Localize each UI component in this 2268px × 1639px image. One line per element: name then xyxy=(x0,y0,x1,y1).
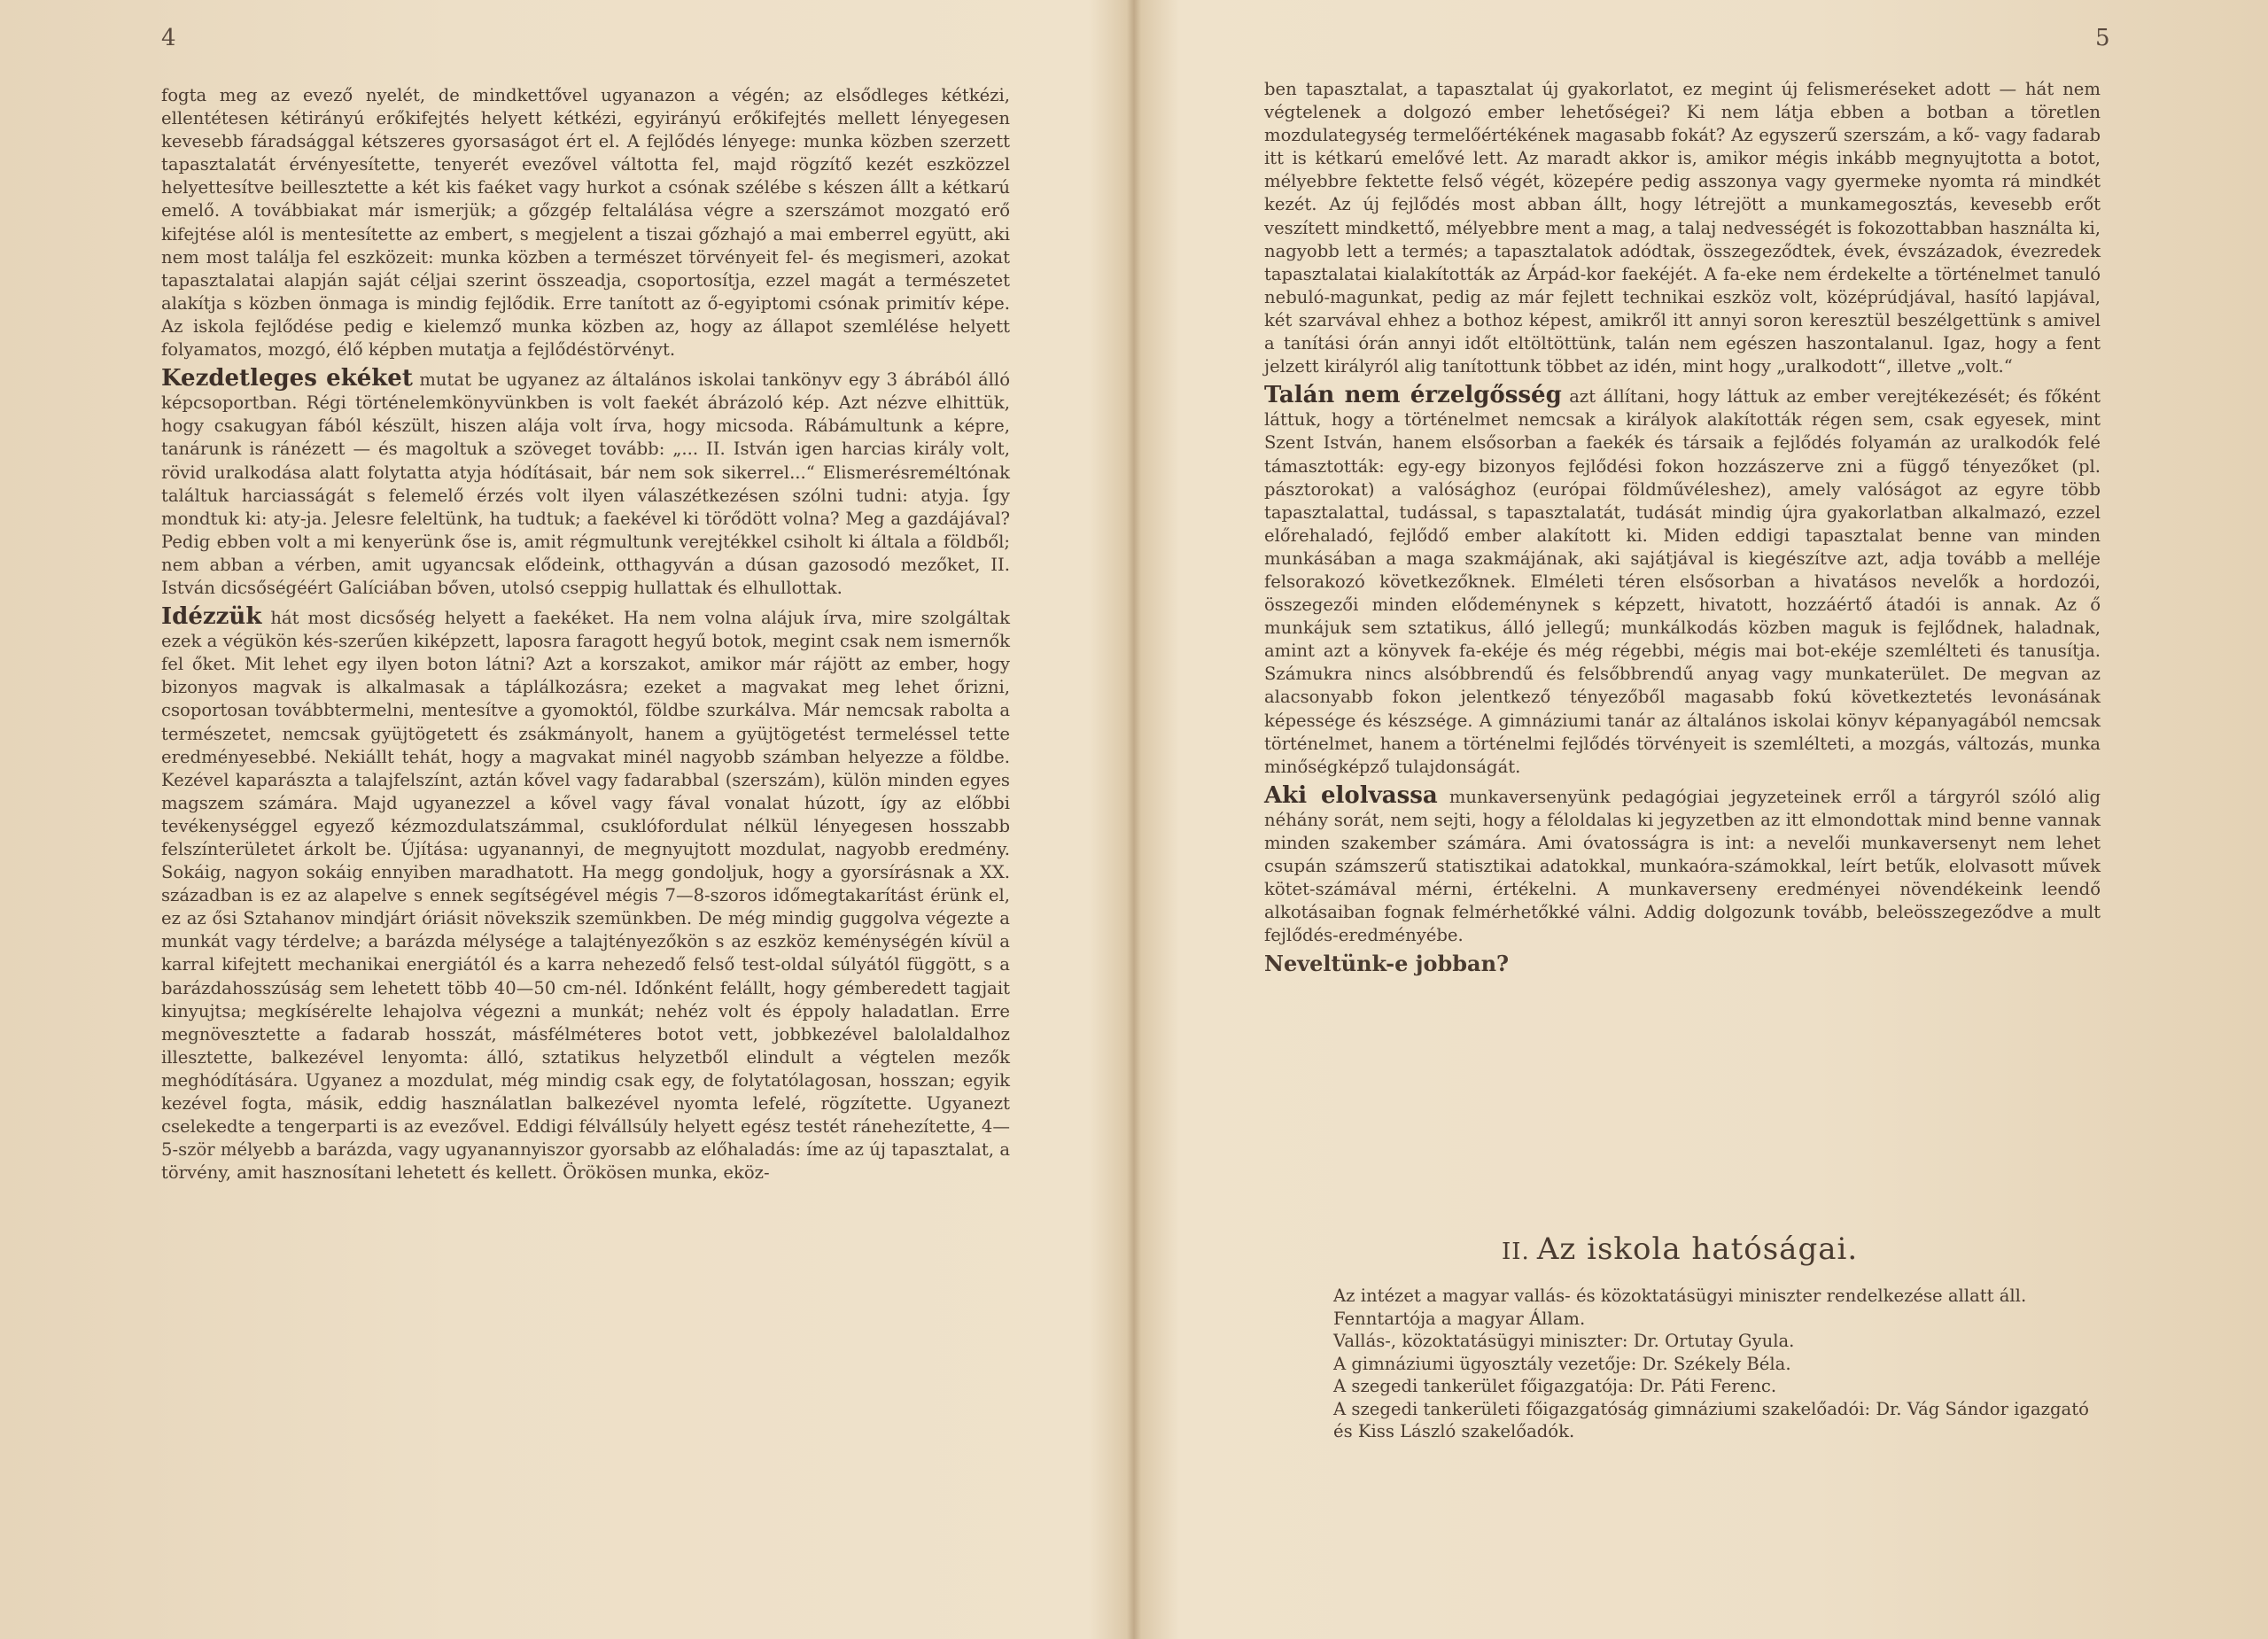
right-page xyxy=(1138,0,2268,1639)
paragraph-lead: Aki elolvassa xyxy=(1264,781,1438,809)
authority-line: Az intézet a magyar vallás- és közoktatásügyi miniszter rendelkezése allatt áll. Fenntartója a magyar Állam. xyxy=(1333,1286,2027,1329)
paragraph xyxy=(161,367,1010,600)
paragraph-text: munkaversenyünk pedagógiai jegyzeteinek erről a tárgyról szóló alig néhány sorát, nem sejti, hogy a féloldalas ki jegyzetben az itt elmondottak mind benne vannak minden szakember számára. Ami óvatosságra is int: a nevelői munkaversenyt nem lehet csupán számszerű statisztikai adatokkal, munkaóra-számokkal, leírt betűk, elolvasott művek kötet-számával mérni, értékelni. A munkaverseny eredményei növendékeink leendő alkotásaiban fognak felmérhetőkké válni. Addig dolgozunk tovább, beleösszegeződve a mult fejlődés-eredményébe. xyxy=(1264,786,2101,946)
right-page-text xyxy=(1264,78,2101,976)
paragraph-lead: Idézzük xyxy=(161,603,262,631)
closing-question: Neveltünk-e jobban? xyxy=(1264,951,1510,977)
paragraph-lead: Talán nem érzelgősség xyxy=(1264,382,1562,409)
page-number-left: 4 xyxy=(161,25,176,51)
left-page xyxy=(0,0,1130,1639)
left-page-text xyxy=(161,84,1010,1190)
page-number-right: 5 xyxy=(2095,25,2110,51)
authority-list xyxy=(1264,1285,2101,1443)
paragraph-lead: Kezdetleges ekéket xyxy=(161,365,413,392)
paragraph xyxy=(1264,78,2101,378)
authority-line: A gimnáziumi ügyosztály vezetője: Dr. Székely Béla. xyxy=(1333,1353,1791,1374)
paragraph-text: azt állítani, hogy láttuk az ember verejtékezését; és főként láttuk, hogy a történelmet nemcsak a királyok alakították régen sem, csak egyesek, mint Szent István, hanem elsősorban a faekék és társaik a fejlődés folyamán az uralkodók felé támasztották: egy-egy bizonyos fejlődési fokon hozzászerve zni a függő tényezőket (pl. pásztorokat) a valósághoz (európai földművéleshez), amely valóságot az egyre több tapasztalattal, tudással, s tapasztalatát, tudását mindig újra gyakorlatban alkalmazó, ezzel előrehaladó, fejlődő ember alakított ki. Miden eddigi tapasztalat benne van minden munkásában a maga szakmájának, aki sajátjával is kiegészítve azt, adja tovább a melléje felsorakozó következőknek. Elméleti téren elsősorban a hivatásos nevelők a hordozói, összegezői minden elődeménynek s képzett, hivatott, hozzáértő átadói is annak. Az ő munkájuk sem sztatikus, álló jellegű; munkálkodás közben maguk is fejlődnek, haladnak, amint azt a könyvek fa-ekéje és még régebbi, mégis mai bot-ekéje szemlélteti és tanusítja. Számukra nincs alsóbbrendű és felsőbbrendű anyag vagy munkaterület. De megvan az alacsonyabb fokon jelentkező tényezőből magasabb fokú következtetés levonásának képessége és készsége. A gimnáziumi tanár az általános iskolai könyv képanyagából nemcsak történelmet, hanem a történelmi fejlődés törvényeit is szemlélteti, a mozgás, változás, munka minőségképző tulajdonságát. xyxy=(1264,386,2101,777)
authority-line: Vallás-, közoktatásügyi miniszter: Dr. Ortutay Gyula. xyxy=(1333,1331,1795,1351)
paragraph xyxy=(161,605,1010,1185)
authority-line: A szegedi tankerület főigazgatója: Dr. Páti Ferenc. xyxy=(1333,1376,1777,1396)
paragraph xyxy=(161,84,1010,361)
paragraph-text: hát most dicsőség helyett a faekéket. Ha nem volna alájuk írva, mire szolgáltak ezek a végükön kés-szerűen kiképzett, laposra faragott hegyű botok, megint csak nem ismernők fel őket. Mit lehet egy ilyen boton látni? Azt a korszakot, amikor már rájött az ember, hogy bizonyos magvak is alkalmasak a táplálkozásra; ezeket a magvakat meg lehet őrizni, csoportosan továbbtermelni, mentesítve a gyomoktól, földbe szurkálva. Már nemcsak rabolta a természetet, nemcsak gyüjtögetett és zsákmányolt, hanem a gyüjtögetést termeléssel tette eredményesebbé. Nekiállt tehát, hogy a magvakat minél nagyobb számban helyezze a földbe. Kezével kaparászta a talajfelszínt, aztán kővel vagy fadarabbal (szerszám), külön minden egyes magszem számára. Majd ugyanezzel a kővel vagy fával vonalat húzott, így az előbbi tevékenységgel egyező kézmozdulatszámmal, csuklófordulat nélkül lényegesen hosszabb felszínterületet árkolt be. Újítása: ugyanannyi, de megnyujtott mozdulat, nagyobb eredmény. Sokáig, nagyon sokáig ennyiben maradhatott. Ha megg gondoljuk, hogy a gyorsírásnak a XX. században is ez az alapelve s ennek segítségével mégis 7—8-szoros időmegtakarítást érünk el, ez az ősi Sztahanov mindjárt óriásit növekszik szemünkben. De még mindig guggolva végezte a munkát vagy térdelve; a barázda mélysége a talajtényezőkön s az eszköz keménységén kívül a karral kifejtett mechanikai energiától és a karra nehezedő felső test-oldal súlyától függött, s a barázdahosszúság sem lehetett több 40—50 cm-nél. Időnként felállt, hogy gémberedett tagjait kinyujtsa; megkísérelte lehajolva végezni a munkát; nehéz volt és éppoly haladatlan. Erre megnövesztette a fadarab hosszát, másfélméteres botot vett, jobbkezével balolaldalhoz illesztette, balkezével lenyomta: álló, sztatikus helyzetből elindult a végtelen mezők meghódítására. Ugyanez a mozdulat, még mindig csak egy, de folytatólagosan, hosszan; egyik kezével fogta, másik, eddig használatlan balkezével nyomta lefelé, rögzítette. Ugyanezt cselekedte a tengerparti is az evezővel. Eddigi félvállsúly helyett egész testét ránehezítette, 4—5-ször mélyebb a barázda, vagy ugyanannyiszor gyorsabb az előhaladás: íme az új tapasztalat, a törvény, amit hasznosítani lehetett és kellett. Örökösen munka, eköz- xyxy=(161,608,1010,1184)
authority-line: A szegedi tankerületi főigazgatóság gimnáziumi szakelőadói: Dr. Vág Sándor igazgató és Kiss László szakelőadók. xyxy=(1333,1398,2089,1441)
section-number: II. xyxy=(1502,1239,1530,1265)
paragraph-text: fogta meg az evező nyelét, de mindkettővel ugyanazon a végén; az elsődleges kétkézi, ellentétesen kétirányú erőkifejtés helyett kétkézi, egyirányú erőkifejtés mellett lényegesen kevesebb fáradsággal kétszeres gyorsaságot ért el. A fejlődés lényege: munka közben szerzett tapasztalatát érvényesítette, tenyerét evezővel váltotta fel, majd rögzítő kezét eszközzel helyettesítve beillesztette a két kis faéket vagy hurkot a csónak szélébe s készen állt a kétkarú emelő. A továbbiakat már ismerjük; a gőzgép feltalálása végre a szerszámot mozgató erő kifejtése alól is mentesítette az embert, s megjelent a tiszai gőzhajó a mai emberrel együtt, aki nem most találja fel eszközeit: munka közben a természet törvényeit fel- és megismeri, azokat tapasztalatai alapján saját céljai szerint összeadja, csoportosítja, ezzel magát a természetet alakítja s közben önmaga is mindig fejlődik. Erre tanított az ő-egyiptomi csónak primitív képe. Az iskola fejlődése pedig e kielemző munka közben az, hogy az állapot szemlélése helyett folyamatos, mozgó, élő képben mutatja a fejlődéstörvényt. xyxy=(161,85,1010,361)
section-title: Az iskola hatóságai. xyxy=(1536,1231,1859,1267)
paragraph-text: mutat be ugyanez az általános iskolai tankönyv egy 3 ábrából álló képcsoportban. Régi történelemkönyvünkben is volt faekét ábrázoló kép. Azt nézve elhittük, hogy csakugyan fából készült, hiszen alája volt írva, hogy micsoda. Rábámultunk a képre, tanárunk is ránézett — és magoltuk a szöveget tovább: „... II. István igen harcias király volt, rövid uralkodása alatt folytatta atyja hódításait, bár nem sok sikerrel...“ Elismerésreméltónak találtuk harciasságát s felemelő érzés volt ilyen válaszétkezésen szólni tudni: atyja. Így mondtuk ki: aty-ja. Jelesre feleltünk, ha tudtuk; a faekével ki törődött volna? Meg a gazdájával? Pedig ebben volt a mi kenyerünk őse is, amit régmultunk verejtékkel csiholt ki általa a földből; nem abban a vérben, amit ugyancsak elődeink, otthagyván a dúsan gazosodó mezőket, II. István dicsőségéért Galíciában bőven, utolsó cseppig hullattak és elhullottak. xyxy=(161,369,1010,598)
section-heading xyxy=(1502,1231,1858,1267)
paragraph xyxy=(1264,781,2101,948)
paragraph xyxy=(1264,384,2101,779)
paragraph-text: ben tapasztalat, a tapasztalat új gyakorlatot, ez megint új felismeréseket adott — hát nem végtelenek a dolgozó ember lehetőségei? Ki nem látja ebben a botban a töretlen mozdulategység termelőértékének magasabb fokát? Az egyszerű szerszám, a kő- vagy fadarab itt is kétkarú emelővé lett. Az maradt akkor is, amikor mégis inkább megnyujtotta a botot, mélyebbre fektette felső végét, közepére pedig asszonya vagy gyermeke nyomta rá mindkét kezét. Az új fejlődés most abban állt, hogy létrejött a munkamegosztás, kevesebb erőt veszített mindkettő, mélyebbre ment a mag, a talaj nedvességét is fokozottabban használta ki, nagyobb lett a termés; a tapasztalatok adódtak, összegeződtek, évek, évszázadok, évezredek tapasztalatai kialakították az Árpád-kor faekéjét. A fa-eke nem érdekelte a történelmet tanuló nebuló-magunkat, pedig az már fejlett technikai eszköz volt, középrúdjával, hasító lapjával, két szarvával ehhez a bothoz képest, amikről itt annyi soron keresztül beszélgettünk s amivel a tanítási órán annyi időt eltöltöttünk, talán nem egészen haszontalanul. Igaz, hogy a fent jelzett királyról alig tanítottunk többet az idén, mint hogy „uralkodott“, illetve „volt.“ xyxy=(1264,79,2101,377)
